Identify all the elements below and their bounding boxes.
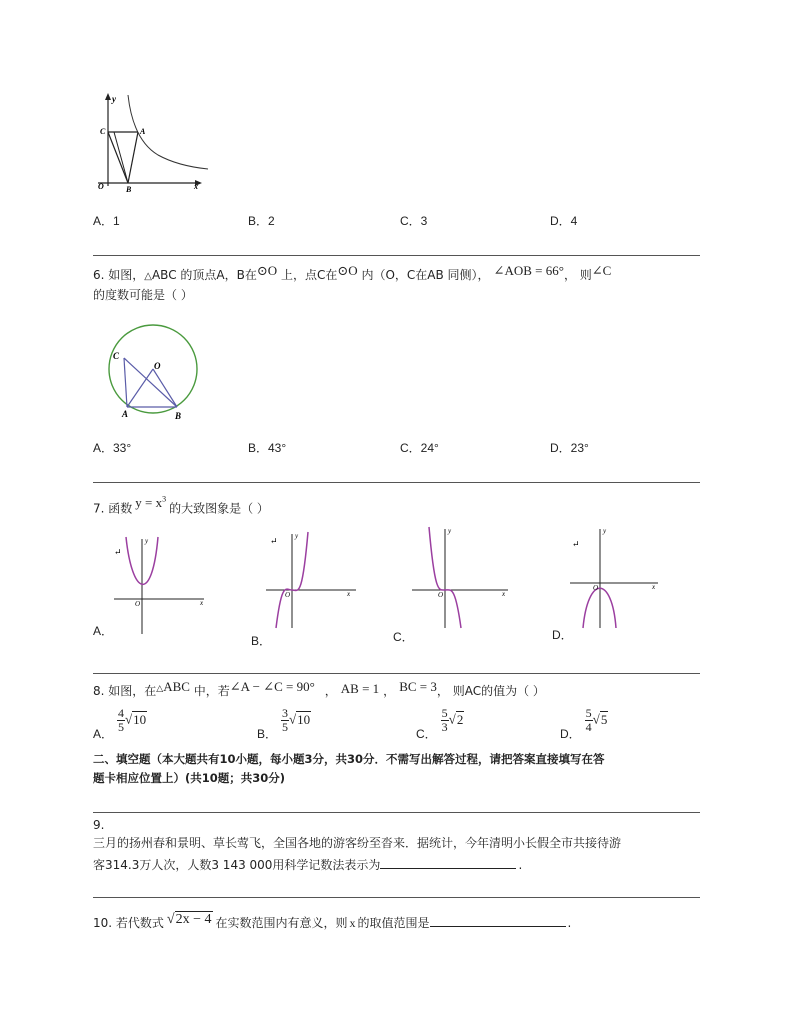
q8-option-c-sqrt: √2 [448, 711, 464, 727]
q7-option-d[interactable]: D． [552, 628, 573, 642]
q5-option-b[interactable]: B．2 [248, 214, 275, 228]
q8-option-b-den: 5 [282, 720, 289, 734]
q9-line1: 三月的扬州春和景明、草长莺飞，全国各地的游客纷至沓来．据统计，今年清明小长假全市共接待游 [93, 836, 622, 850]
q7-graph-a[interactable] [112, 535, 207, 635]
q6-fig-label-a: A [122, 409, 129, 419]
q7c-axis-x: x [502, 590, 506, 598]
q7-graph-c[interactable] [410, 525, 510, 630]
fig1-label-x: x [194, 182, 198, 191]
q8-stem-d: ， [383, 684, 396, 698]
q7a-return-mark: ↵ [114, 547, 122, 557]
q8-option-d[interactable] [560, 706, 608, 741]
divider-2 [93, 482, 700, 483]
section2-heading-line2: 题卡相应位置上）(共10题；共30分) [93, 771, 286, 785]
q7-stem-a: 7. 函数 [93, 501, 133, 516]
divider-1 [93, 255, 700, 256]
q8-stem-c: ， [324, 684, 337, 698]
q8-option-b-sqrt: √10 [289, 711, 311, 727]
circle-o-symbol-2: ⊙O [337, 263, 358, 278]
q8-option-b[interactable] [257, 706, 311, 741]
q8-option-c-fraction [441, 707, 449, 734]
q6-angle-c-expression: ∠C [591, 263, 612, 278]
fig1-label-y: y [112, 94, 116, 104]
q8-option-d-label: D． [560, 726, 581, 741]
q8-angle-a: A [240, 679, 250, 694]
q6-circle-o-2: O [348, 263, 358, 278]
q8-option-d-fraction [585, 707, 593, 734]
q5-option-a[interactable]: A．1 [93, 214, 120, 228]
q7-stem-b: 的大致图象是（ ） [169, 501, 269, 516]
q8-option-a-fraction [117, 707, 125, 734]
q8-ab: AB = 1 [340, 681, 380, 696]
q8-stem-e: ， 则AC的值为（ ） [436, 684, 545, 698]
q8-option-c-den: 3 [441, 720, 448, 734]
q6-stem-b: ABC 的顶点A，B在 [151, 268, 257, 282]
q7d-axis-x: x [652, 583, 656, 591]
q7-graph-d[interactable] [568, 525, 663, 630]
q7b-origin: O [285, 591, 291, 599]
q8-option-b-num: 3 [282, 706, 289, 720]
q6-stem-e: ， 则 [563, 268, 592, 282]
q7-option-a[interactable]: A． [93, 624, 114, 638]
fig1-label-b: B [126, 185, 132, 194]
q7a-origin: O [135, 600, 141, 608]
q5-option-c[interactable]: C．3 [400, 214, 428, 228]
q7d-return-mark: ↵ [572, 539, 580, 549]
q6-angle-eq: AOB = 66° [504, 263, 564, 278]
q7-graph-b[interactable] [262, 530, 360, 630]
q10-stem-a: 10. 若代数式 [93, 916, 164, 930]
q7d-origin: O [593, 584, 599, 592]
q6-fig-label-c: C [113, 351, 120, 361]
fig1-label-o: O [98, 182, 104, 191]
q6-circle-o-1: O [267, 263, 278, 278]
q6-stem-line2: 的度数可能是（ ） [93, 288, 193, 302]
q8-option-a[interactable] [93, 706, 147, 741]
q9-answer-blank[interactable] [380, 855, 516, 869]
q10-var: x [349, 916, 356, 930]
q8-option-c-rad: 2 [456, 711, 464, 727]
q6-angle-c: C [602, 263, 612, 278]
q8-option-d-rad: 5 [600, 711, 608, 727]
q8-option-a-rad: 10 [133, 711, 147, 727]
q6-stem-d: 内（O，C在AB 同侧）， [357, 268, 490, 282]
q8-option-a-den: 5 [118, 720, 125, 734]
q5-figure [88, 90, 213, 195]
q8-option-a-num: 4 [118, 706, 125, 720]
fig1-label-c: C [100, 127, 106, 136]
q6-figure [104, 322, 204, 424]
q10-end: . [567, 916, 572, 930]
section2-heading-line1: 二、填空题（本大题共有10小题，每小题3分，共30分．不需写出解答过程，请把答案直接填写在答 [93, 752, 605, 766]
q7-func-exp: 3 [162, 495, 167, 504]
q10-sqrt: √2x − 4 [166, 912, 212, 927]
q6-option-d[interactable]: D．23° [550, 441, 589, 455]
q7-func: y = x [135, 495, 163, 511]
q7a-axis-x: x [200, 599, 204, 607]
divider-3 [93, 673, 700, 674]
q10-stem [93, 913, 571, 932]
q8-option-b-fraction [281, 707, 289, 734]
q8-option-b-rad: 10 [297, 711, 311, 727]
fig1-label-a: A [140, 127, 146, 136]
q7-func-expression [135, 495, 166, 510]
q8-triangle: ABC [163, 679, 190, 694]
q8-angle-c: C = 90° [274, 679, 315, 694]
divider-4 [93, 812, 700, 813]
q9-line2-text: 客314.3万人次，人数3 143 000用科学记数法表示为 [93, 858, 381, 872]
q7c-axis-y: y [448, 527, 452, 535]
q6-angle-expression: ∠AOB = 66° [493, 263, 564, 278]
q8-option-d-sqrt: √5 [592, 711, 608, 727]
q7-option-b[interactable]: B． [251, 634, 272, 648]
q9-number: 9. [93, 818, 105, 832]
q6-stem-a: 6. 如图， [93, 268, 145, 282]
q8-option-a-sqrt: √10 [125, 711, 147, 727]
q10-answer-blank[interactable] [430, 913, 566, 927]
q8-stem-b: 中，若 [189, 684, 230, 698]
q9-line2 [93, 855, 522, 873]
q5-option-d[interactable]: D．4 [550, 214, 578, 228]
q7b-return-mark: ↵ [270, 536, 278, 546]
q6-fig-label-o: O [154, 361, 161, 371]
q7c-origin: O [438, 591, 444, 599]
q8-angle-expression: ∠A − ∠C = 90° [229, 679, 315, 694]
q9-end: . [518, 858, 523, 872]
q8-option-c-num: 5 [441, 706, 448, 720]
q8-stem-a: 8. 如图，在 [93, 684, 157, 698]
q6-option-a[interactable]: A．33° [93, 441, 132, 455]
q8-stem [93, 679, 545, 700]
q6-option-b[interactable]: B．43° [248, 441, 287, 455]
q8-option-c[interactable] [416, 706, 464, 741]
q8-triangle-expression: △ABC [156, 679, 190, 694]
q7b-axis-x: x [347, 590, 351, 598]
q8-option-c-label: C． [416, 726, 437, 741]
q8-option-a-label: A． [93, 726, 114, 741]
divider-5 [93, 897, 700, 898]
q10-rad: 2x − 4 [175, 912, 212, 927]
q6-option-c[interactable]: C．24° [400, 441, 439, 455]
q8-option-d-num: 5 [585, 706, 592, 720]
q7d-axis-y: y [603, 527, 607, 535]
q10-stem-c: 的取值范围是 [357, 916, 430, 930]
q7-stem [93, 497, 269, 516]
circle-o-symbol-1: ⊙O [256, 263, 278, 278]
q8-bc: BC = 3 [399, 679, 437, 694]
triangle-symbol: △ [144, 271, 152, 282]
q6-stem-c: 上，点C在 [277, 268, 338, 282]
q7a-axis-y: y [145, 537, 149, 545]
q7-option-c[interactable]: C． [393, 630, 414, 644]
q8-option-d-den: 4 [585, 720, 592, 734]
q7b-axis-y: y [295, 532, 299, 540]
q10-stem-b: 在实数范围内有意义，则 [215, 916, 348, 930]
q8-option-b-label: B． [257, 726, 278, 741]
q6-stem-line1 [93, 263, 612, 285]
q6-fig-label-b: B [175, 411, 182, 421]
